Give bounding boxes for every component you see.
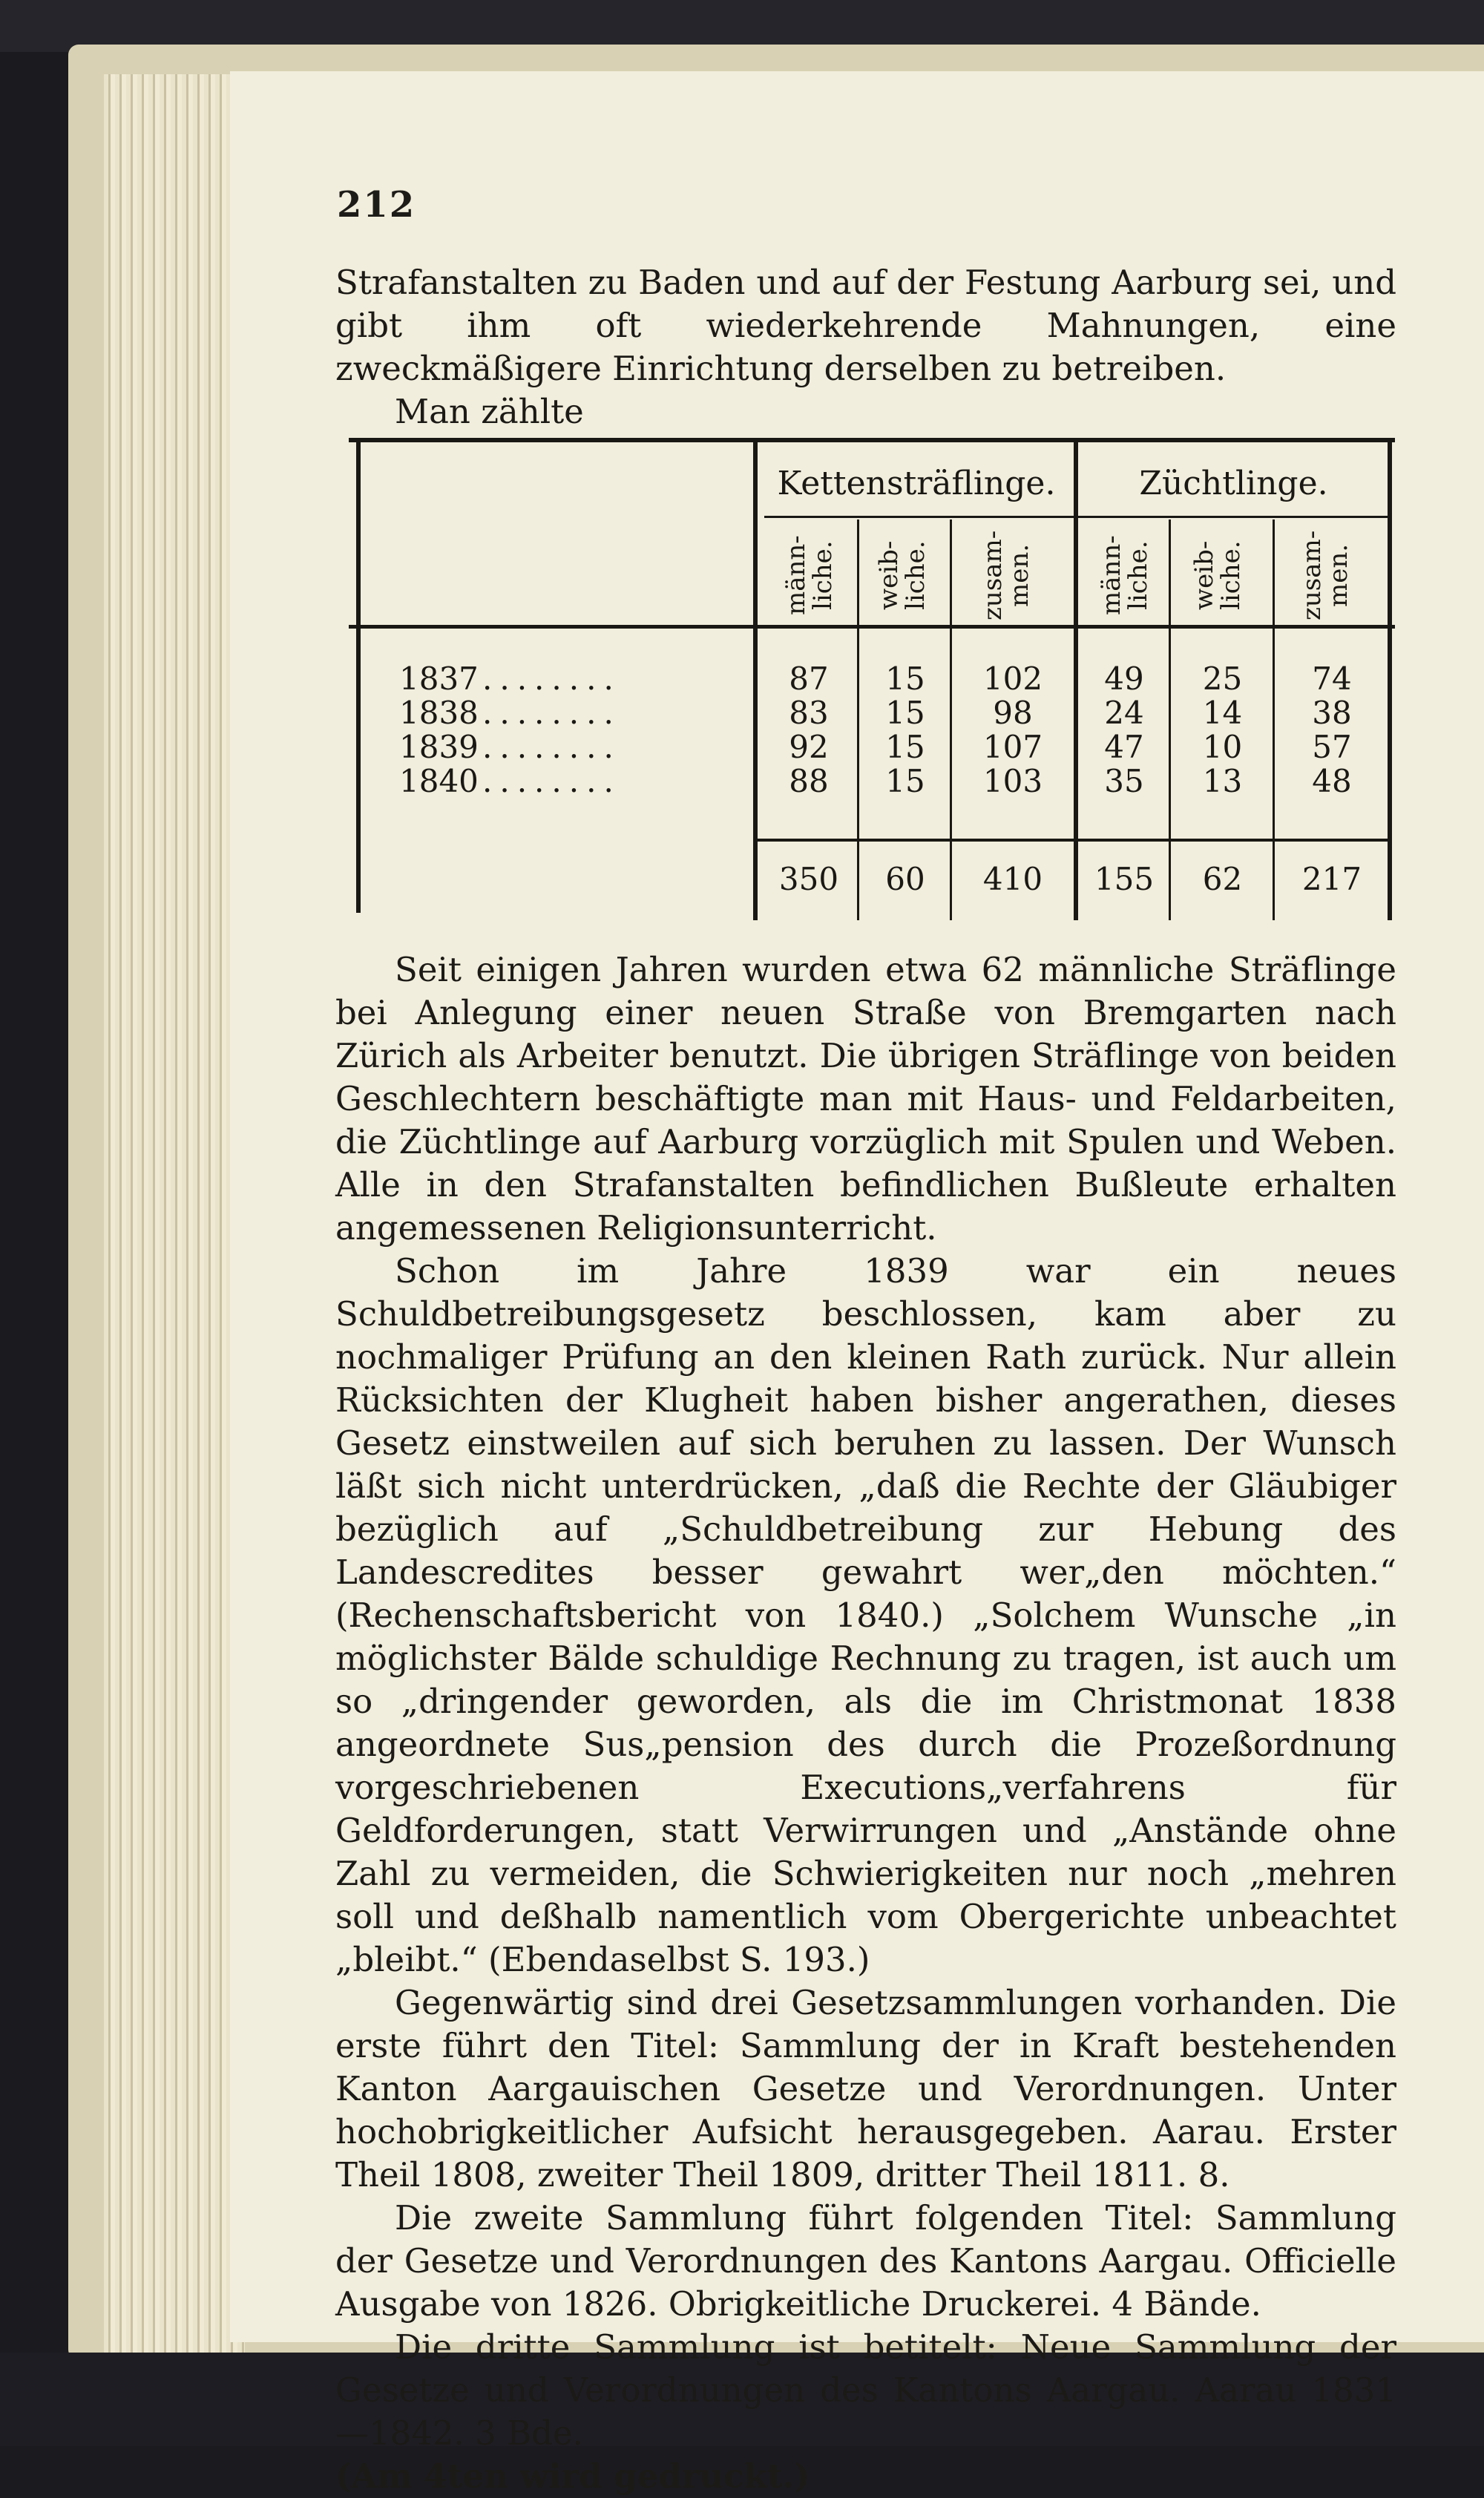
- table-cell: 38: [1312, 695, 1352, 731]
- row-year: 1839: [399, 729, 479, 765]
- table-cell: 10: [1202, 729, 1243, 765]
- intro-text: [335, 261, 1396, 433]
- subheader-ketten-maennlich: männ-liche.: [781, 535, 838, 615]
- subheader-ketten-weiblich: weib-liche.: [874, 540, 930, 610]
- table-cell: 24: [1104, 695, 1144, 731]
- table-cell: 25: [1202, 660, 1243, 697]
- table-cell: 107: [982, 729, 1043, 765]
- subheader-zucht-weiblich: weib-liche.: [1189, 540, 1246, 610]
- table-cell: 49: [1104, 660, 1144, 697]
- body-paragraph: Gegenwärtig sind drei Gesetzsammlungen vorhanden. Die erste führt den Titel: Sammlung der in Kraft bestehenden Kanton Aargauischen Gesetze und Verordnungen. Unter hochobrigkeitlicher Aufsicht herausgegeben. Aarau. Erster Theil 1808, zweiter Theil 1809, dritter Theil 1811. 8.: [335, 1983, 1396, 2194]
- group-header-zuechtlinge: Züchtlinge.: [1139, 465, 1328, 502]
- row-dots: ........: [482, 763, 621, 799]
- row-year: 1840: [399, 763, 479, 799]
- total-cell: 60: [885, 861, 925, 897]
- total-cell: 410: [982, 861, 1043, 897]
- table-cell: 15: [885, 729, 925, 765]
- total-cell: 62: [1202, 861, 1243, 897]
- subheader-zucht-maennlich: männ-liche.: [1097, 535, 1153, 615]
- table-cell: 14: [1202, 695, 1243, 731]
- table-cell: 35: [1104, 763, 1144, 799]
- body-text: [335, 948, 1396, 2498]
- row-year: 1837: [399, 660, 479, 697]
- page-stack: [104, 74, 245, 2360]
- table-cell: 57: [1312, 729, 1352, 765]
- table-cell: 102: [982, 660, 1043, 697]
- row-dots: ........: [482, 660, 621, 697]
- subheader-zucht-zusammen: zusam-men.: [1297, 530, 1353, 620]
- table-cell: 87: [789, 660, 829, 697]
- table-cell: 13: [1202, 763, 1243, 799]
- row-year: 1838: [399, 695, 479, 731]
- body-paragraph: Seit einigen Jahren wurden etwa 62 männliche Sträflinge bei Anlegung einer neuen Straße von Bremgarten nach Zürich als Arbeiter benutzt. Die übrigen Sträflinge von beiden Geschlechtern beschäftigte man mit Haus- und Feldarbeiten, die Züchtlinge auf Aarburg vorzüglich mit Spulen und Weben. Alle in den Strafanstalten befindlichen Bußleute erhalten angemessenen Religionsunterricht.: [335, 950, 1396, 1248]
- table-cell: 15: [885, 763, 925, 799]
- table-cell: 92: [789, 729, 829, 765]
- page-number: 212: [337, 184, 416, 226]
- row-dots: ........: [482, 695, 621, 731]
- table-cell: 98: [993, 695, 1033, 731]
- table-cell: 88: [789, 763, 829, 799]
- statistics-table: [349, 438, 1395, 920]
- total-cell: 350: [778, 861, 839, 897]
- intro-lead-in: Man zählte: [395, 392, 584, 431]
- body-paragraph: Schon im Jahre 1839 war ein neues Schuldbetreibungsgesetz beschlossen, kam aber zu nochmaliger Prüfung an den kleinen Rath zurück. Nur allein Rücksichten der Klugheit haben bisher angerathen, dieses Gesetz einstweilen auf sich beruhen zu lassen. Der Wunsch läßt sich nicht unterdrücken, „daß die Rechte der Gläubiger bezüglich auf „Schuldbetreibung zur Hebung des Landescredites besser gewahrt wer„den möchten.“ (Rechenschaftsbericht von 1840.) „Solchem Wunsche „in möglichster Bälde schuldige Rechnung zu tragen, ist auch um so „dringender geworden, als die im Christmonat 1838 angeordnete Sus„pension des durch die Prozeßordnung vorgeschriebenen Executions„verfahrens für Geldforderungen, statt Verwirrungen und „Anstände ohne Zahl zu vermeiden, die Schwierigkeiten nur noch „mehren soll und deßhalb namentlich vom Obergerichte unbeachtet „bleibt.“ (Ebendaselbst S. 193.): [335, 1251, 1396, 1979]
- print-note: (Am 4ten wird gedruckt.): [335, 2456, 810, 2496]
- body-paragraph: Die zweite Sammlung führt folgenden Titel: Sammlung der Gesetze und Verordnungen des Kantons Aargau. Officielle Ausgabe von 1826. Obrigkeitliche Druckerei. 4 Bände.: [335, 2198, 1396, 2324]
- table-cell: 47: [1104, 729, 1144, 765]
- table-cell: 103: [982, 763, 1043, 799]
- group-header-kettenstraeflinge: Kettensträflinge.: [777, 465, 1056, 502]
- table-cell: 83: [789, 695, 829, 731]
- table-cell: 48: [1312, 763, 1352, 799]
- row-dots: ........: [482, 729, 621, 765]
- table-cell: 74: [1312, 660, 1352, 697]
- total-cell: 217: [1301, 861, 1362, 897]
- body-paragraph: Die dritte Sammlung ist betitelt: Neue Sammlung der Gesetze und Verordnungen des Kantons Aargau. Aarau 1831—1842. 3 Bde.: [335, 2327, 1396, 2453]
- intro-paragraph: Strafanstalten zu Baden und auf der Festung Aarburg sei, und gibt ihm oft wiederkehrende Mahnungen, eine zweckmäßigere Einrichtung derselben zu betreiben.: [335, 263, 1396, 388]
- table-cell: 15: [885, 695, 925, 731]
- subheader-ketten-zusammen: zusam-men.: [978, 530, 1034, 620]
- table-cell: 15: [885, 660, 925, 697]
- total-cell: 155: [1094, 861, 1155, 897]
